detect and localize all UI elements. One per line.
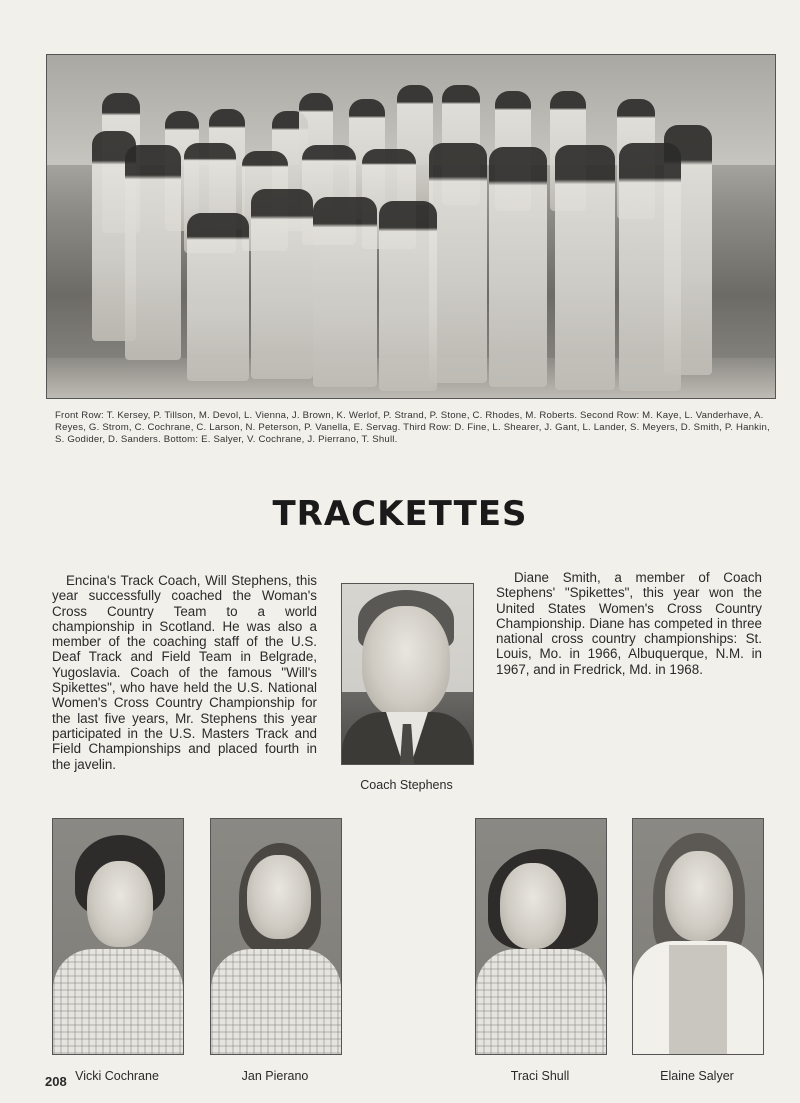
portrait-caption: Traci Shull: [510, 1069, 570, 1083]
team-member: [429, 143, 487, 383]
group-photo-caption: Front Row: T. Kersey, P. Tillson, M. Devol, L. Vienna, J. Brown, K. Werlof, P. Strand, P. Stone, C. Rhodes, M. Roberts. Second Row: M. Kaye, L. Vanderhave, A. Reyes, G. Strom, C. Cochrane, C. Larson, N. Peterson, P. Vanella, E. Servag. Third Row: D. Fine, L. Shearer, J. Gant, L. Lander, S. Meyers, D. Smith, P. Hankin, S. Godider, D. Sanders. Bottom: E. Salyer, V. Cochrane, J. Pierrano, T. Shull.: [55, 410, 770, 445]
team-group-photo: [46, 54, 776, 399]
coach-article-text: Encina's Track Coach, Will Stephens, this year successfully coached the Woman's Cross Country Team to a world championship in Scotland. He was also a member of the coaching staff of the U.S. Deaf Track and Field Team in Belgrade, Yugoslavia. Coach of the famous "Will's Spikettes", who have held the U.S. National Women's Cross Country Championship for the last five years, Mr. Stephens this year participated in the U.S. Masters Track and Field Championships and placed fourth in the javelin.: [52, 573, 317, 772]
portrait-caption: Vicki Cochrane: [75, 1069, 159, 1083]
team-member: [187, 213, 249, 381]
team-member: [619, 143, 681, 391]
portrait-photo: [632, 818, 764, 1055]
portrait-photo: [475, 818, 607, 1055]
team-member: [251, 189, 313, 379]
team-member: [489, 147, 547, 387]
shirt: [211, 949, 341, 1054]
portrait-caption: Jan Pierano: [241, 1069, 309, 1083]
portrait-photo: [52, 818, 184, 1055]
face: [362, 606, 450, 718]
diane-smith-article-text: Diane Smith, a member of Coach Stephens' "Spikettes", this year won the United States Women's Cross Country Championship. Diane has competed in three national cross country championships: St. Louis, Mo. in 1966, Albuquerque, N.M. in 1967, and in Fredrick, Md. in 1968.: [496, 570, 762, 677]
team-member: [379, 201, 437, 391]
team-member: [555, 145, 615, 390]
page-title: TRACKETTES: [272, 494, 528, 534]
portrait-photo: [210, 818, 342, 1055]
team-member: [313, 197, 377, 387]
face: [247, 855, 311, 939]
shirt: [476, 949, 606, 1054]
face: [500, 863, 566, 949]
coach-portrait-photo: [341, 583, 474, 765]
coach-photo-caption: Coach Stephens: [360, 778, 453, 792]
face: [665, 851, 733, 941]
team-member: [125, 145, 181, 360]
face: [87, 861, 153, 947]
shirt: [53, 949, 183, 1054]
blouse: [669, 945, 727, 1054]
portrait-caption: Elaine Salyer: [660, 1069, 734, 1083]
page-number: 208: [45, 1074, 67, 1089]
